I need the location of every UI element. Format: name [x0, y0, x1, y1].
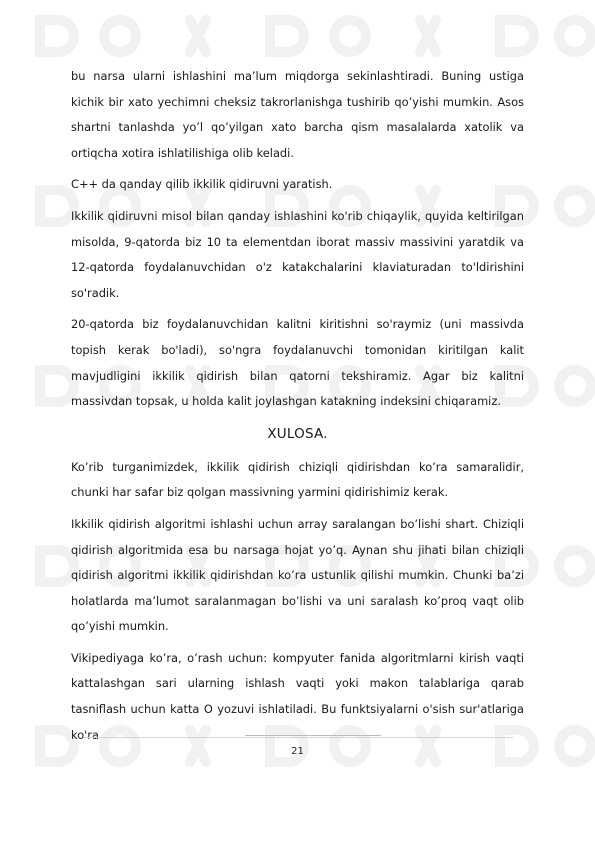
- paragraph-big-o: Vikipediyaga ko’ra, o’rash uchun: kompyuter fanida algoritmlarni kirish vaqti kattalashgan sari ularning ishlash vaqti yoki makon talablariga qarab tasniflash uchun katta O yozuvi ishlatiladi. Bu funktsiyalarni o'sish sur'atlariga ko'ra: [71, 650, 524, 742]
- paragraph-cpp-title: C++ da qanday qilib ikkilik qidiruvni yaratish.: [71, 177, 333, 192]
- footer-divider-accent: [245, 735, 381, 736]
- document-body: [71, 64, 524, 754]
- paragraph-recursion-note: bu narsa ularni ishlashini ma’lum miqdorga sekinlashtiradi. Buning ustiga kichik bir xato yechimni cheksiz takrorlanishga tushirib qo’yishi mumkin. Asos shartni tanlashda yo’l qo’yilgan xato barcha qism masalalarda xatolik va ortiqcha xotira ishlatilishiga olib keladi.: [71, 69, 524, 160]
- page-number: 21: [291, 746, 304, 757]
- paragraph-sorted-requirement: Ikkilik qidirish algoritmi ishlashi uchun array saralangan bo’lishi shart. Chiziqli qidirish algoritmida esa bu narsaga hojat yo’q. Aynan shu jihati bilan chiziqli qidirish algoritmi ikkilik qidirishdan ko’ra ustunlik qilishi mumkin. Chunki ba’zi holatlarda ma’lumot saralanmagan bo’lishi va uni saralash ko’proq vaqt olib qo’yishi mumkin.: [71, 516, 524, 634]
- paragraph-key-input: 20-qatorda biz foydalanuvchidan kalitni kiritishni so'raymiz (uni massivda topish kerak bo'ladi), so'ngra foydalanuvchi tomonidan kiritilgan kalit mavjudligini ikkilik qidirish bilan qatorni tekshiramiz. Agar biz kalitni massivdan topsak, u holda kalit joylashgan katakning indeksini chiqaramiz.: [71, 317, 524, 409]
- paragraph-efficiency: Ko’rib turganimizdek, ikkilik qidirish chiziqli qidirishdan ko’ra samaralidir, chunki har safar biz qolgan massivning yarmini qidirishimiz kerak.: [71, 459, 524, 500]
- paragraph-binary-search-example: Ikkilik qidiruvni misol bilan qanday ishlashini ko'rib chiqaylik, quyida keltirilgan misolda, 9-qatorda biz 10 ta elementdan iborat massiv massivini yaratdik va 12-qatorda foydalanuvchidan o'z katakchalarini klaviaturadan to'ldirishini so'radik.: [71, 208, 524, 300]
- footer-divider: [83, 737, 513, 738]
- section-heading-conclusion: XULOSA.: [267, 425, 328, 442]
